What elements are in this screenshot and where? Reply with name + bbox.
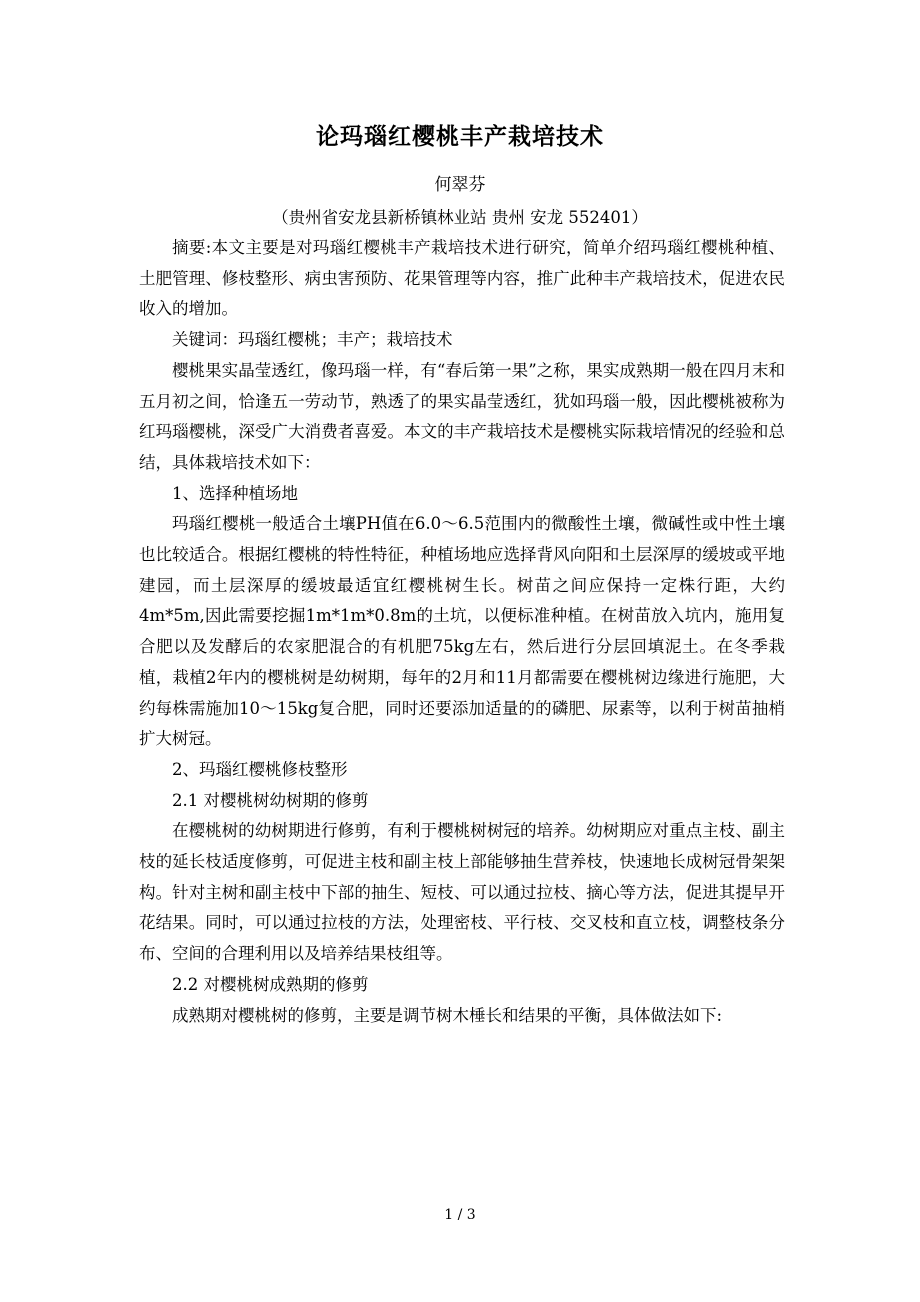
section-2-2-heading: 2.2 对樱桃树成熟期的修剪	[172, 974, 369, 994]
section-1-paragraph: 玛瑙红樱桃一般适合土壤PH值在6.0～6.5范围内的微酸性土壤，微碱性或中性土壤也比较适合。根据红樱桃的特性特征，种植场地应选择背风向阳和土层深厚的缓坡或平地建园，而土层深厚的缓坡最适宜红樱桃树生长。树苗之间应保持一定株行距，大约4m*5m,因此需要挖掘1m*1m*0.8m的土坑，以便标准种植。在树苗放入坑内，施用复合肥以及发酵后的农家肥混合的有机肥75kg左右，然后进行分层回填泥土。在冬季栽植，栽植2年内的樱桃树是幼树期，每年的2月和11月都需要在樱桃树边缘进行施肥，大约每株需施加10～15kg复合肥，同时还要添加适量的的磷肥、尿素等，以利于树苗抽梢扩大树冠。	[139, 514, 785, 749]
page-number: 1 / 3	[444, 1207, 476, 1223]
section-2-2-paragraph: 成熟期对樱桃树的修剪，主要是调节树木棰长和结果的平衡，具体做法如下:	[172, 1005, 723, 1025]
section-2-heading: 2、玛瑙红樱桃修枝整形	[172, 759, 348, 779]
abstract-paragraph: 摘要:本文主要是对玛瑙红樱桃丰产栽培技术进行研究，简单介绍玛瑙红樱桃种植、土肥管理、修枝整形、病虫害预防、花果管理等内容，推广此种丰产栽培技术，促进农民收入的增加。	[139, 238, 785, 319]
document-body	[139, 233, 785, 1031]
document-title: 论玛瑙红樱桃丰产栽培技术	[316, 124, 604, 150]
section-2-1-paragraph: 在樱桃树的幼树期进行修剪，有利于樱桃树树冠的培养。幼树期应对重点主枝、副主枝的延长枝适度修剪，可促进主枝和副主枝上部能够抽生营养枝，快速地长成树冠骨架架构。针对主树和副主枝中下部的抽生、短枝、可以通过拉枝、摘心等方法，促进其提早开花结果。同时，可以通过拉枝的方法，处理密枝、平行枝、交叉枝和直立枝，调整枝条分布、空间的合理利用以及培养结果枝组等。	[139, 821, 785, 964]
author-affiliation: （贵州省安龙县新桥镇林业站 贵州 安龙 552401）	[272, 208, 648, 227]
keywords-line: 关键词：玛瑙红樱桃；丰产；栽培技术	[172, 330, 453, 350]
intro-paragraph: 樱桃果实晶莹透红，像玛瑙一样，有“春后第一果”之称，果实成熟期一般在四月末和五月初之间，恰逢五一劳动节，熟透了的果实晶莹透红，犹如玛瑙一般，因此樱桃被称为红玛瑙樱桃，深受广大消费者喜爱。本文的丰产栽培技术是樱桃实际栽培情况的经验和总结，具体栽培技术如下：	[139, 360, 785, 472]
author-name: 何翠芬	[434, 175, 486, 195]
section-2-1-heading: 2.1 对樱桃树幼树期的修剪	[172, 790, 369, 810]
section-1-heading: 1、选择种植场地	[172, 483, 298, 503]
